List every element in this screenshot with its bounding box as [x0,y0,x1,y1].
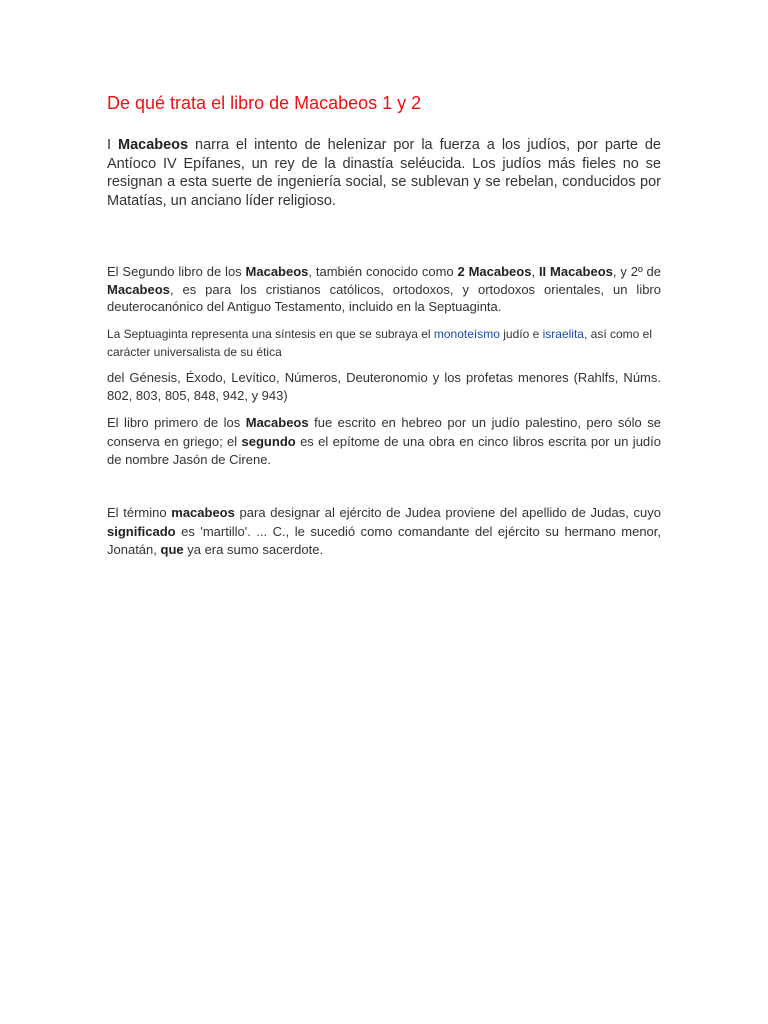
paragraph-6-text-3: es 'martillo'. ... C., le sucedió como comandante del ejército su hermano menor, Jonatán, [107,523,661,557]
paragraph-5-bold-2: segundo [241,433,296,449]
paragraph-6-text-4: ya era sumo sacerdote. [183,542,324,557]
paragraph-5 [107,414,661,470]
paragraph-6-bold-1: macabeos [171,505,235,520]
page-title: De qué trata el libro de Macabeos 1 y 2 [107,93,422,113]
paragraph-5-text-2: fue escrito en hebreo por un judío palestino, pero sólo se conserva en griego; el [107,415,662,449]
paragraph-1-text: narra el intento de helenizar por la fuerza a los judíos, por parte de Antíoco IV Epífanes, un rey de la dinastía seléucida. Los judíos más fieles no se resignan a esta suerte de ingeniería social, se sublevan y se rebelan, conducidos por Matatías, un anciano líder religioso. [107,137,661,209]
paragraph-1-prefix: I [107,137,118,153]
paragraph-6 [107,504,661,560]
paragraph-3-text-1: La Septuaginta representa una síntesis en que se subraya el [107,327,434,341]
paragraph-2-bold-4: Macabeos [107,281,170,297]
paragraph-2-text-4: , y 2º de [612,264,662,279]
paragraph-2 [107,263,661,316]
paragraph-2-text-3: , [531,264,539,279]
paragraph-3 [107,326,661,361]
paragraph-6-text-2: para designar al ejército de Judea proviene del apellido de Judas, cuyo [234,505,661,520]
paragraph-5-text-3: es el epítome de una obra en cinco libros escrita por un judío de nombre Jasón de Cirene. [107,433,661,467]
paragraph-5-bold-1: Macabeos [245,415,309,430]
paragraph-1 [107,136,661,210]
paragraph-3-text-3: , así como el carácter universalista de su ética [107,327,653,359]
paragraph-2-bold-1: Macabeos [245,264,309,279]
paragraph-4: del Génesis, Éxodo, Levítico, Números, Deuteronomio y los profetas menores (Rahlfs, Núms. 802, 803, 805, 848, 942, y 943) [107,370,661,403]
paragraph-6-bold-2: significado [107,523,176,539]
paragraph-2-text-1: El Segundo libro de los [107,264,246,279]
paragraph-2-bold-2: 2 Macabeos [457,264,532,279]
paragraph-2-bold-3: II Macabeos [538,264,613,279]
paragraph-3-text-2: judío e [499,327,543,341]
paragraph-2-text-2: , también conocido como [308,264,458,279]
paragraph-6-bold-3: que [160,542,184,557]
link-israelita[interactable]: israelita [542,327,584,341]
link-monoteismo[interactable]: monoteísmo [433,327,500,341]
paragraph-5-text-1: El libro primero de los [107,415,246,430]
paragraph-6-text-1: El término [107,505,172,520]
paragraph-2-text-5: , es para los cristianos católicos, ortodoxos, y ortodoxos orientales, un libro deuterocanónico del Antiguo Testamento, incluido en la Septuaginta. [107,281,661,314]
paragraph-1-bold: Macabeos [117,137,189,153]
